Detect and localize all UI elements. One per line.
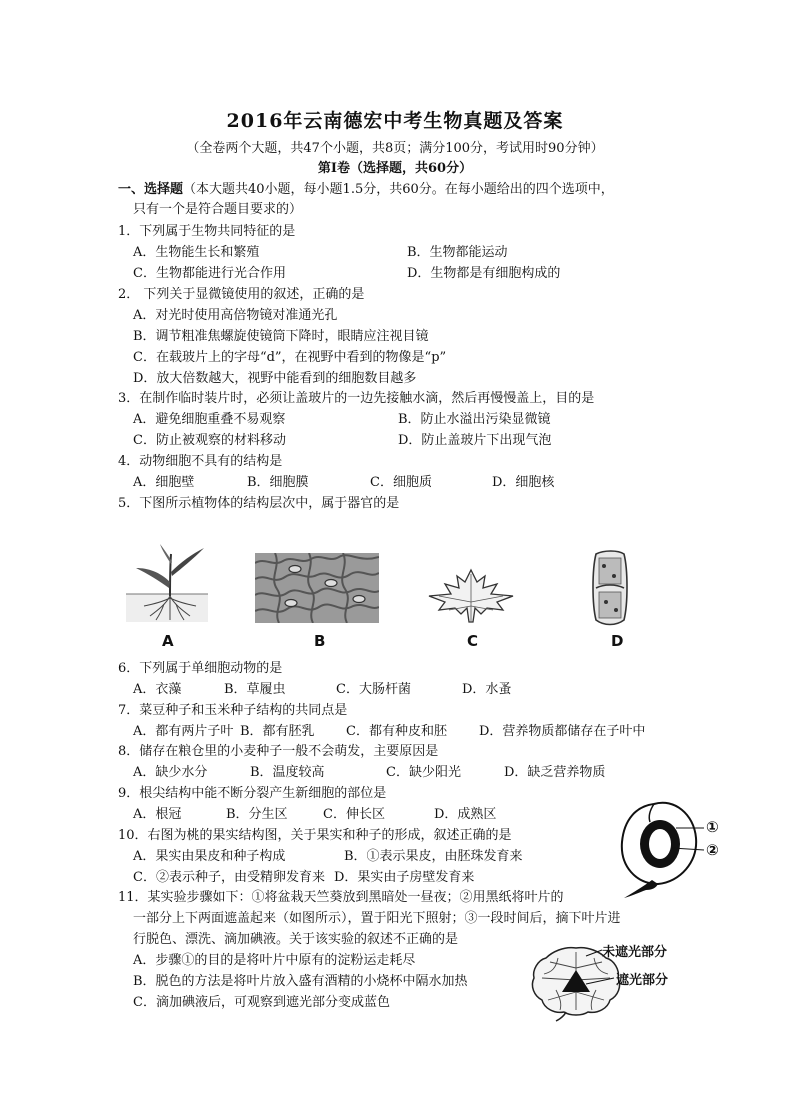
q4-option-a: A．细胞壁 xyxy=(133,475,195,490)
q6-stem: 6．下列属于单细胞动物的是 xyxy=(118,661,283,676)
q9-option-b: B．分生区 xyxy=(226,807,288,822)
epidermis-tissue-image xyxy=(255,553,379,623)
q8-option-a: A．缺少水分 xyxy=(133,765,208,780)
section-intro xyxy=(118,181,614,199)
section-heading: 一、选择题 xyxy=(118,182,184,197)
q9-option-d: D．成熟区 xyxy=(434,807,497,822)
q9-stem: 9．根尖结构中能不断分裂产生新细胞的部位是 xyxy=(118,786,387,801)
part-heading: 第Ⅰ卷（选择题，共60分） xyxy=(317,161,473,176)
q6-option-d: D．水蚤 xyxy=(462,682,512,697)
q9-option-c: C．伸长区 xyxy=(323,807,385,822)
q10-option-b: B．①表示果皮，由胚珠发育来 xyxy=(344,849,523,864)
q6-option-a: A．衣藻 xyxy=(133,682,182,697)
figure-label-c: C xyxy=(467,632,479,650)
q5-stem: 5．下图所示植物体的结构层次中，属于器官的是 xyxy=(118,496,400,511)
q11-option-b: B．脱色的方法是将叶片放入盛有酒精的小烧杯中隔水加热 xyxy=(133,974,468,989)
section-desc: （本大题共40小题，每小题1.5分，共60分。在每小题给出的四个选项中， xyxy=(183,182,614,197)
q11-option-a: A．步骤①的目的是将叶片中原有的淀粉运走耗尽 xyxy=(133,953,416,968)
q2-option-d: D．放大倍数越大，视野中能看到的细胞数目越多 xyxy=(133,371,417,386)
marker-2-label: ② xyxy=(706,841,719,859)
q8-option-b: B．温度较高 xyxy=(250,765,325,780)
q3-option-d: D．防止盖玻片下出现气泡 xyxy=(398,433,552,448)
page-title: 2016年云南德宏中考生物真题及答案 xyxy=(226,110,564,132)
q8-option-d: D．缺乏营养物质 xyxy=(504,765,606,780)
q1-option-c: C．生物都能进行光合作用 xyxy=(133,266,286,281)
q1-stem: 1．下列属于生物共同特征的是 xyxy=(118,224,296,239)
q8-option-c: C．缺少阳光 xyxy=(386,765,461,780)
shaded-part-label: 遮光部分 xyxy=(616,973,669,988)
q7-option-a: A．都有两片子叶 xyxy=(133,724,234,739)
unshaded-part-label: 未遮光部分 xyxy=(602,945,668,960)
exam-info: （全卷两个大题，共47个小题，共8页；满分100分，考试用时90分钟） xyxy=(186,141,604,156)
q4-stem: 4．动物细胞不具有的结构是 xyxy=(118,454,283,469)
section-desc-2: 只有一个是符合题目要求的） xyxy=(133,202,303,217)
q11-stem-2: 一部分上下两面遮盖起来（如图所示），置于阳光下照射；③一段时间后，摘下叶片进 xyxy=(133,911,621,926)
figure-label-b: B xyxy=(314,632,326,650)
q3-option-c: C．防止被观察的材料移动 xyxy=(133,433,286,448)
q2-option-c: C．在载玻片上的字母“d”，在视野中看到的物像是“p” xyxy=(133,350,447,365)
q1-option-d: D．生物都是有细胞构成的 xyxy=(407,266,561,281)
q2-stem: 2． 下列关于显微镜使用的叙述，正确的是 xyxy=(118,287,365,302)
q11-stem: 11．某实验步骤如下：①将盆栽天竺葵放到黑暗处一昼夜；②用黑纸将叶片的 xyxy=(118,890,564,905)
q10-option-d: D．果实由子房壁发育来 xyxy=(334,870,475,885)
q11-stem-3: 行脱色、漂洗、滴加碘液。关于该实验的叙述不正确的是 xyxy=(133,932,459,947)
q6-option-b: B．草履虫 xyxy=(224,682,286,697)
q9-option-a: A．根冠 xyxy=(133,807,182,822)
q7-option-c: C．都有种皮和胚 xyxy=(346,724,447,739)
q4-option-c: C．细胞质 xyxy=(370,475,432,490)
plant-cell-image xyxy=(590,550,630,626)
q11-option-c: C．滴加碘液后，可观察到遮光部分变成蓝色 xyxy=(133,995,390,1010)
q4-option-d: D．细胞核 xyxy=(492,475,555,490)
q2-option-a: A．对光时使用高倍物镜对准通光孔 xyxy=(133,308,338,323)
q3-stem: 3．在制作临时装片时，必须让盖玻片的一边先接触水滴，然后再慢慢盖上，目的是 xyxy=(118,391,595,406)
q10-option-a: A．果实由果皮和种子构成 xyxy=(133,849,286,864)
q2-option-b: B．调节粗准焦螺旋使镜筒下降时，眼睛应注视目镜 xyxy=(133,329,429,344)
q1-option-a: A．生物能生长和繁殖 xyxy=(133,245,260,260)
figure-label-d: D xyxy=(611,632,624,650)
q7-option-d: D．营养物质都储存在子叶中 xyxy=(479,724,646,739)
maple-leaf-image xyxy=(425,568,517,626)
q8-stem: 8．储存在粮仓里的小麦种子一般不会萌发，主要原因是 xyxy=(118,744,439,759)
q7-stem: 7．菜豆种子和玉米种子结构的共同点是 xyxy=(118,703,348,718)
q7-option-b: B．都有胚乳 xyxy=(240,724,315,739)
q3-option-b: B．防止水溢出污染显微镜 xyxy=(398,412,551,427)
q3-option-a: A．避免细胞重叠不易观察 xyxy=(133,412,286,427)
q6-option-c: C．大肠杆菌 xyxy=(336,682,411,697)
peach-fruit-diagram xyxy=(614,798,710,902)
q1-option-b: B．生物都能运动 xyxy=(407,245,508,260)
plant-seedling-image xyxy=(126,542,208,624)
figure-label-a: A xyxy=(162,632,174,650)
q10-stem: 10．右图为桃的果实结构图，关于果实和种子的形成，叙述正确的是 xyxy=(118,828,512,843)
marker-1-label: ① xyxy=(706,818,719,836)
q10-option-c: C．②表示种子，由受精卵发育来 xyxy=(133,870,325,885)
q4-option-b: B．细胞膜 xyxy=(247,475,309,490)
